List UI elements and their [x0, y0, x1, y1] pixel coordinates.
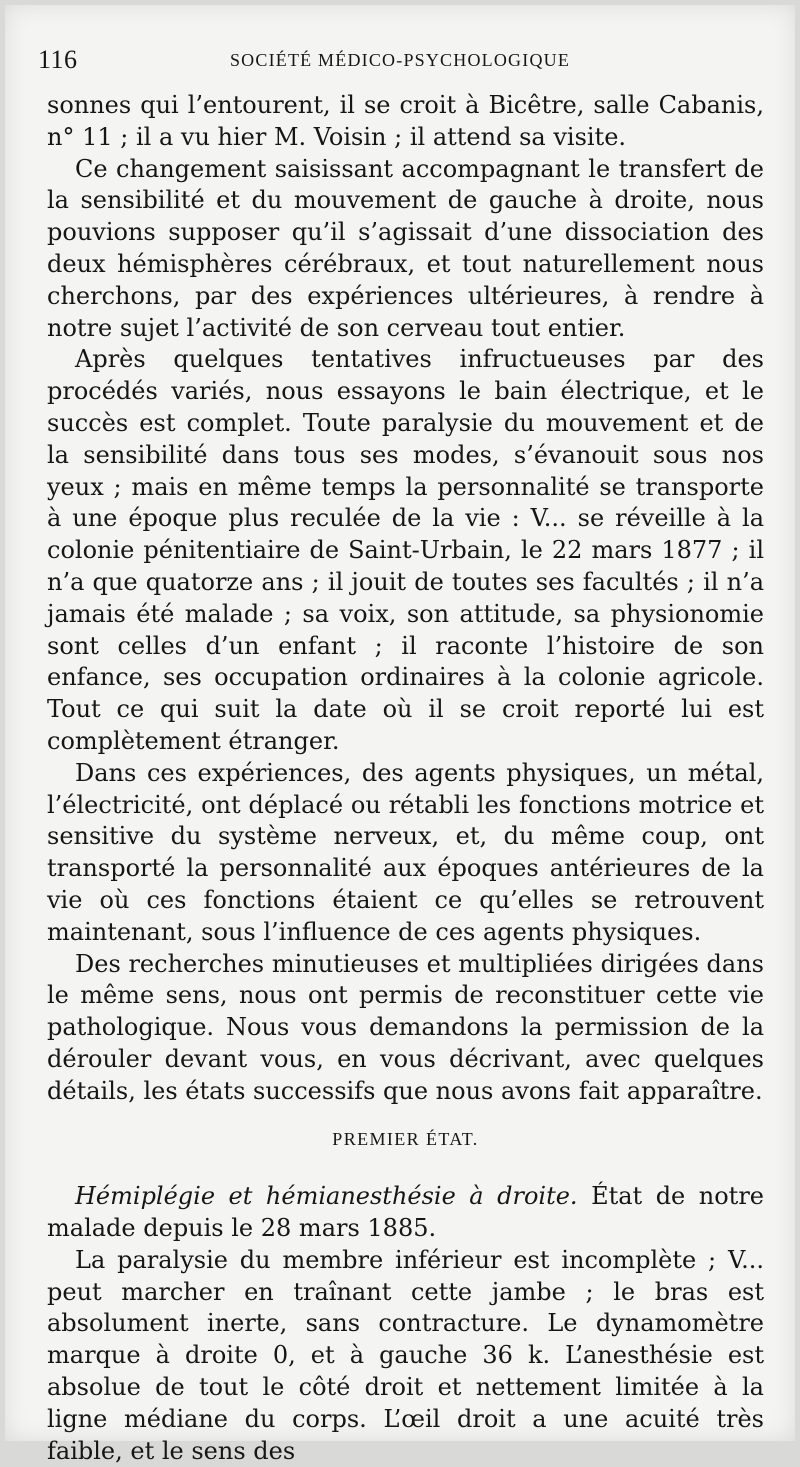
paragraph-dissociation: Ce changement saisissant accompagnant le transfert de la sensibilité et du mouvement de gauche à droite, nous pouvions supposer qu’il s’agissait d’une dissociation des deux hémisphères cérébraux, et tout naturellement nous cherchons, par des expériences ultérieures, à rendre à notre sujet l’activité de son cerveau tout entier. — [47, 154, 764, 342]
state-lead-italic: Hémiplégie et hémianesthésie à droite. — [75, 1182, 578, 1211]
running-head: SOCIÉTÉ MÉDICO-PSYCHOLOGIQUE — [229, 50, 571, 70]
page-header — [38, 45, 762, 77]
paragraph-state-lead — [47, 1181, 764, 1245]
state-lead-rest: État de notre malade depuis le 28 mars 1885. — [47, 1182, 764, 1243]
paragraph-research: Des recherches minutieuses et multipliées dirigées dans le même sens, nous ont permis de reconstituer cette vie pathologique. Nous vous demandons la permission de la dérouler devant vous, en vous décrivant, avec quelques détails, les états successifs que nous avons fait apparaître. — [47, 949, 764, 1105]
section-title: PREMIER ÉTAT. — [332, 1128, 479, 1149]
paragraph-paralysis: La paralysie du membre inférieur est incomplète ; V... peut marcher en traînant cette jambe ; le bras est absolument inerte, sans contracture. Le dynamomètre marque à droite 0, et à gauche 36 k. L’anesthésie est absolue de tout le côté droit et nettement limitée à la ligne médiane du corps. L’œil droit a une acuité très faible, et le sens des — [47, 1245, 764, 1465]
paragraph-physical-agents: Dans ces expériences, des agents physiques, un métal, l’électricité, ont déplacé ou rétabli les fonctions motrice et sensitive du système nerveux, et, du même coup, ont transporté la personnalité aux époques antérieures de la vie où ces fonctions étaient ce qu’elles se retrouvent maintenant, sous l’influence de ces agents physiques. — [47, 758, 764, 946]
page-number: 116 — [38, 45, 78, 74]
paragraph-continuation: sonnes qui l’entourent, il se croit à Bicêtre, salle Cabanis, n° 11 ; il a vu hier M. Voisin ; il attend sa visite. — [47, 91, 764, 151]
body-text — [47, 90, 764, 1467]
book-page — [5, 5, 795, 1465]
paragraph-electric-bath: Après quelques tentatives infructueuses par des procédés variés, nous essayons le bain électrique, et le succès est complet. Toute paralysie du mouvement et de la sensibilité dans tous ses modes, s’évanouit sous nos yeux ; mais en même temps la personnalité se transporte à une époque plus reculée de la vie : V... se réveille à la colonie pénitentiaire de Saint-Urbain, le 22 mars 1877 ; il n’a que quatorze ans ; il jouit de toutes ses facultés ; il n’a jamais été malade ; sa voix, son attitude, sa physionomie sont celles d’un enfant ; il raconte l’histoire de son enfance, ses occupation ordinaires à la colonie agricole. Tout ce qui suit la date où il se croit reporté lui est complètement étranger. — [47, 345, 764, 755]
